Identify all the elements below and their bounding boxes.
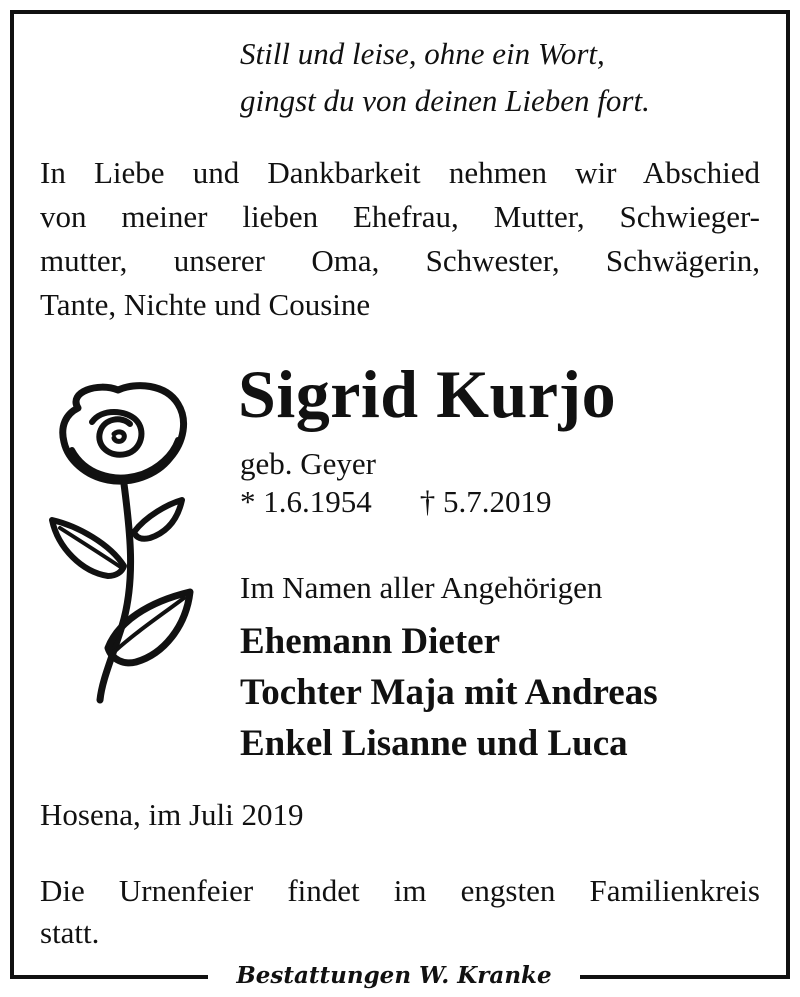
family-member: Enkel Lisanne und Luca (240, 723, 628, 764)
ceremony-note (40, 870, 760, 954)
family-member: Ehemann Dieter (240, 621, 500, 662)
poem-line-1: Still und leise, ohne ein Wort, (240, 36, 605, 71)
family-list (240, 616, 658, 769)
poem-line-2: gingst du von deinen Lieben fort. (240, 83, 650, 118)
undertaker-name: Bestattungen W. Kranke (208, 958, 580, 994)
mourners-intro: Im Namen aller Angehörigen (240, 570, 603, 605)
birth-name: geb. Geyer (240, 446, 376, 481)
deceased-name: Sigrid Kurjo (238, 356, 617, 432)
ceremony-line-2: statt. (40, 915, 100, 950)
intro-text (40, 151, 760, 327)
place-date: Hosena, im Juli 2019 (40, 797, 304, 832)
intro-line-3: mutter, unserer Oma, Schwester, Schwägerin, (40, 243, 760, 278)
death-date: † 5.7.2019 (419, 484, 552, 519)
life-dates (240, 484, 552, 520)
poem (240, 30, 650, 124)
intro-line-1: In Liebe und Dankbarkeit nehmen wir Abschied (40, 155, 760, 190)
intro-line-4: Tante, Nichte und Cousine (40, 287, 371, 322)
birth-date: * 1.6.1954 (240, 484, 372, 519)
family-member: Tochter Maja mit Andreas (240, 672, 658, 713)
ceremony-line-1: Die Urnenfeier findet im engsten Familienkreis (40, 873, 760, 908)
intro-line-2: von meiner lieben Ehefrau, Mutter, Schwieger- (40, 199, 760, 234)
rose-icon (38, 380, 198, 710)
